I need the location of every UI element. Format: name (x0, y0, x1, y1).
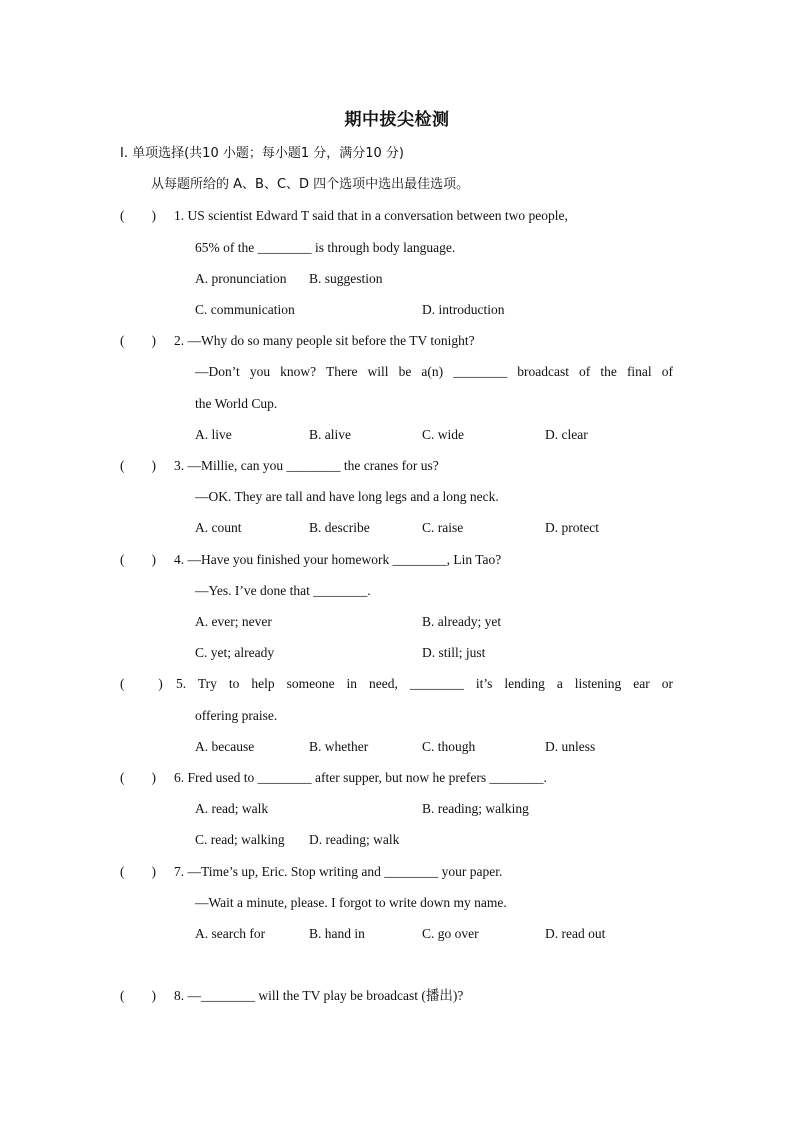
question-stem-line: the World Cup. (195, 396, 278, 411)
option-a: A. read; walk (195, 801, 269, 816)
answer-blank: ( ) (120, 333, 156, 348)
option-d: D. still; just (422, 645, 486, 660)
option-d: D. introduction (422, 302, 505, 317)
option-a: A. search for (195, 926, 266, 941)
option-b: B. whether (309, 739, 369, 754)
question-stem-line: 2. —Why do so many people sit before the TV tonight? (174, 333, 475, 348)
question-stem-line: 7. —Time’s up, Eric. Stop writing and ________ your paper. (174, 864, 503, 879)
answer-blank: ( ) (120, 988, 156, 1003)
section-heading: I. 单项选择(共10 小题；每小题1 分，满分10 分) (120, 146, 404, 161)
option-d: D. protect (545, 520, 599, 535)
question-stem-line: 5. Try to help someone in need, ________ it’s lending a listening ear or (176, 676, 673, 691)
option-d: D. clear (545, 427, 588, 442)
option-b: B. describe (309, 520, 370, 535)
question-stem-line: 3. —Millie, can you ________ the cranes for us? (174, 458, 439, 473)
option-a: A. ever; never (195, 614, 272, 629)
answer-blank: ( ) (120, 208, 156, 223)
answer-blank: ( ) (120, 770, 156, 785)
question-stem-line: —OK. They are tall and have long legs and a long neck. (195, 489, 499, 504)
answer-blank: ( ) (120, 676, 163, 691)
answer-blank: ( ) (120, 552, 156, 567)
question-stem-line: 65% of the ________ is through body language. (195, 240, 456, 255)
answer-blank: ( ) (120, 458, 156, 473)
question-stem-line: 1. US scientist Edward T said that in a conversation between two people, (174, 208, 568, 223)
option-b: B. hand in (309, 926, 365, 941)
option-c: C. wide (422, 427, 464, 442)
option-c: C. though (422, 739, 476, 754)
section-instruction: 从每题所给的 A、B、C、D 四个选项中选出最佳选项。 (151, 177, 470, 192)
option-c: C. read; walking (195, 832, 285, 847)
option-d: D. unless (545, 739, 596, 754)
question-stem-line: offering praise. (195, 708, 278, 723)
option-c: C. go over (422, 926, 479, 941)
question-stem-line: —Wait a minute, please. I forgot to write down my name. (195, 895, 507, 910)
option-d: D. reading; walk (309, 832, 400, 847)
option-c: C. raise (422, 520, 464, 535)
option-b: B. suggestion (309, 271, 383, 286)
option-c: C. communication (195, 302, 295, 317)
question-stem-line: —Yes. I’ve done that ________. (195, 583, 371, 598)
option-b: B. already; yet (422, 614, 502, 629)
option-a: A. pronunciation (195, 271, 287, 286)
question-stem-line: 6. Fred used to ________ after supper, but now he prefers ________. (174, 770, 547, 785)
question-stem-line: 8. —________ will the TV play be broadcast (播出)? (174, 988, 464, 1003)
answer-blank: ( ) (120, 864, 156, 879)
option-b: B. alive (309, 427, 351, 442)
option-b: B. reading; walking (422, 801, 529, 816)
option-a: A. count (195, 520, 242, 535)
option-a: A. because (195, 739, 255, 754)
page-title: 期中拔尖检测 (344, 110, 450, 130)
option-c: C. yet; already (195, 645, 275, 660)
option-d: D. read out (545, 926, 606, 941)
question-stem-line: 4. —Have you finished your homework ________, Lin Tao? (174, 552, 502, 567)
option-a: A. live (195, 427, 232, 442)
question-stem-line: —Don’t you know? There will be a(n) ________ broadcast of the final of (195, 364, 673, 379)
